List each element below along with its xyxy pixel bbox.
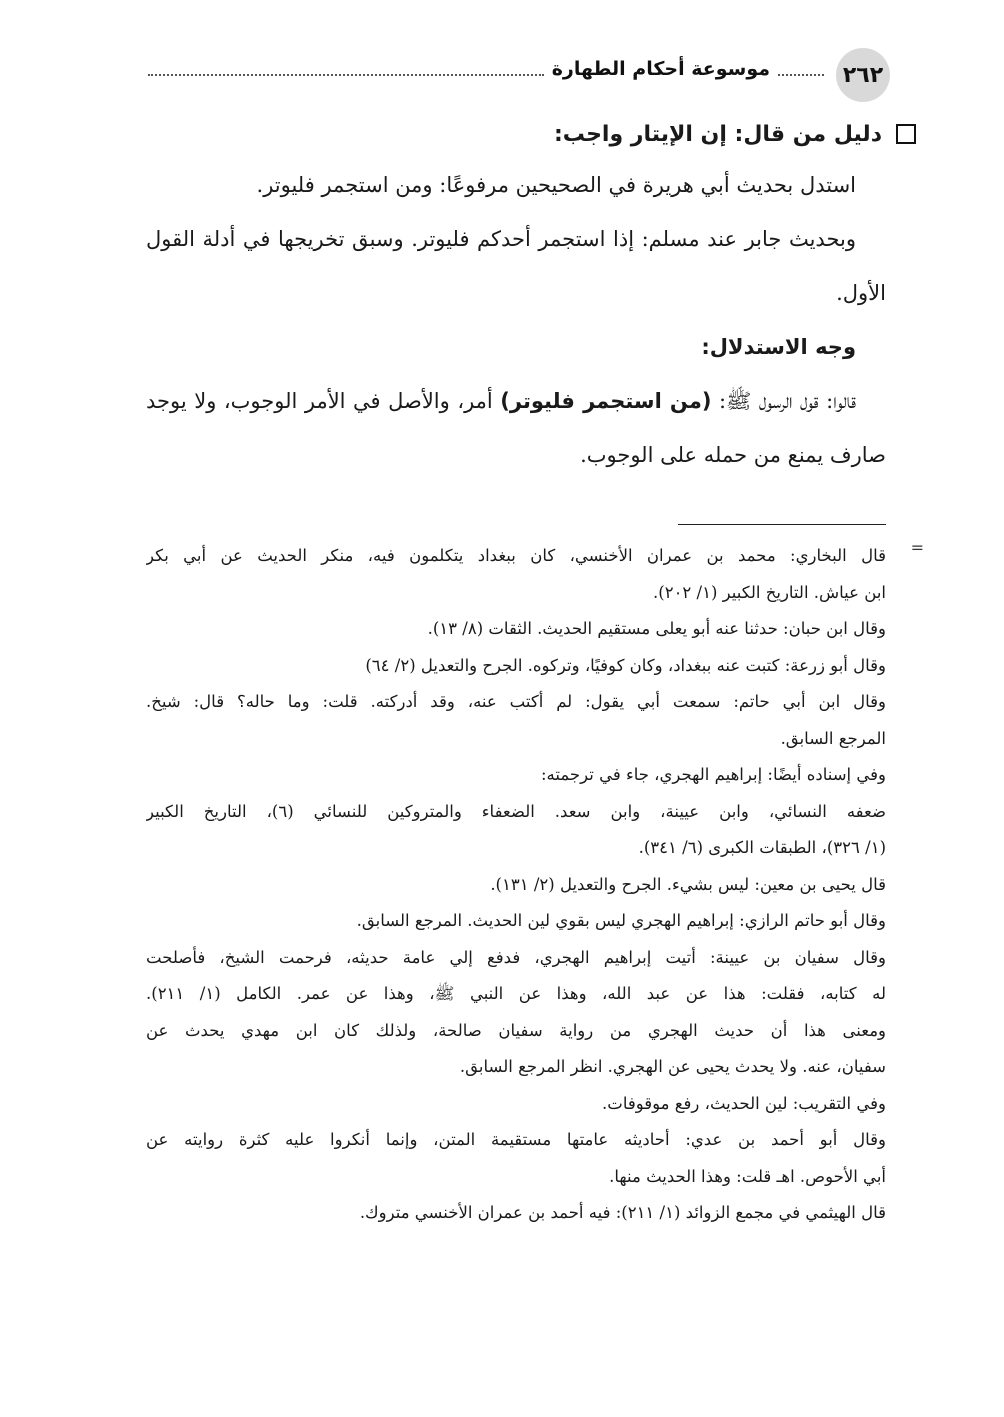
section-heading <box>146 110 916 158</box>
footnote-line: وفي إسناده أيضًا: إبراهيم الهجري، جاء في ترجمته: <box>541 765 886 784</box>
footnote-line: له كتابه، فقلت: هذا عن عبد الله، وهذا عن النبي ﷺ، وهذا عن عمر. الكامل (١/ ٢١١). <box>146 984 886 1003</box>
page-header <box>148 48 890 102</box>
footnote-line: وقال ابن أبي حاتم: سمعت أبي يقول: لم أكتب عنه، وقد أدركته. قلت: وما حاله؟ قال: شيخ. <box>146 692 886 711</box>
footnote-continuation-marker: = <box>910 538 924 557</box>
subheading-text: وجه الاستدلال: <box>701 335 856 359</box>
footnote-line: (١/ ٣٢٦)، الطبقات الكبرى (٦/ ٣٤١). <box>638 838 886 857</box>
footnote-line: وقال ابن حبان: حدثنا عنه أبو يعلى مستقيم الحديث. الثقات (٨/ ١٣). <box>427 619 886 638</box>
footnote-line: سفيان، عنه. ولا يحدث يحيى عن الهجري. انظر المرجع السابق. <box>459 1057 886 1076</box>
footnote-line: أبي الأحوص. اهـ قلت: وهذا الحديث منها. <box>609 1166 886 1186</box>
paragraph-1-text: استدل بحديث أبي هريرة في الصحيحين مرفوعًا: ومن استجمر فليوتر. <box>256 173 856 197</box>
header-dots-right <box>778 62 824 76</box>
footnote-line: ضعفه النسائي، وابن عيينة، وابن سعد. الضعفاء والمتروكين للنسائي (٦)، التاريخ الكبير <box>146 801 886 821</box>
section-heading-text: دليل من قال: إن الإيتار واجب: <box>553 121 882 147</box>
footnote-line: ومعنى هذا أن حديث الهجري من رواية سفيان صالحة، ولذلك كان ابن مهدي يحدث عن <box>146 1020 886 1040</box>
running-title: موسوعة أحكام الطهارة <box>551 58 770 80</box>
footnote-line: ابن عياش. التاريخ الكبير (١/ ٢٠٢). <box>653 582 886 602</box>
header-dots-left <box>148 62 544 76</box>
hadith-quote: (من استجمر فليوتر) <box>500 389 712 413</box>
footnote-line: وقال أبو زرعة: كتبت عنه ببغداد، وكان كوفيًا، وتركوه. الجرح والتعديل (٢/ ٦٤) <box>365 655 886 675</box>
paragraph-1 <box>146 158 886 212</box>
paragraph-2-text: وبحديث جابر عند مسلم: إذا استجمر أحدكم فليوتر. وسبق تخريجها في أدلة القول الأول. <box>146 227 886 305</box>
paragraph-2 <box>146 212 886 320</box>
footnote-line: وفي التقريب: لين الحديث، رفع موقوفات. <box>602 1093 886 1113</box>
footnotes <box>146 538 924 1232</box>
footnote-line: وقال أبو أحمد بن عدي: أحاديثه عامتها مستقيمة المتن، وإنما أنكروا عليه كثرة روايته عن <box>146 1130 886 1149</box>
running-title-line <box>148 58 824 80</box>
page-number-badge <box>836 48 890 102</box>
main-text <box>146 110 886 482</box>
footnote-line: وقال سفيان بن عيينة: أتيت إبراهيم الهجري، فدفع إلي عامة حديثه، فرحمت الشيخ، فأصلحت <box>146 947 886 967</box>
footnote-separator <box>678 524 886 525</box>
footnote-line: المرجع السابق. <box>780 728 886 748</box>
page-number: ٢٦٢ <box>842 62 884 88</box>
paragraph-3-suffix: أمر، والأصل في الأمر الوجوب، ولا يوجد صارف يمنع من حمله على الوجوب. <box>146 389 886 467</box>
footnote-line: قال الهيثمي في مجمع الزوائد (١/ ٢١١): فيه أحمد بن عمران الأخنسي متروك. <box>359 1203 886 1222</box>
subheading <box>146 320 886 374</box>
paragraph-3 <box>146 374 886 482</box>
footnote-line: وقال أبو حاتم الرازي: إبراهيم الهجري ليس بقوي لين الحديث. المرجع السابق. <box>356 911 886 930</box>
paragraph-3-prefix: قالوا: قول الرسول ﷺ: <box>711 389 857 413</box>
footnote-line: قال يحيى بن معين: ليس بشيء. الجرح والتعديل (٢/ ١٣١). <box>490 874 886 894</box>
checkbox-icon <box>896 124 916 144</box>
footnote-line: قال البخاري: محمد بن عمران الأخنسي، كان ببغداد يتكلمون فيه، منكر الحديث عن أبي بكر <box>146 546 886 565</box>
